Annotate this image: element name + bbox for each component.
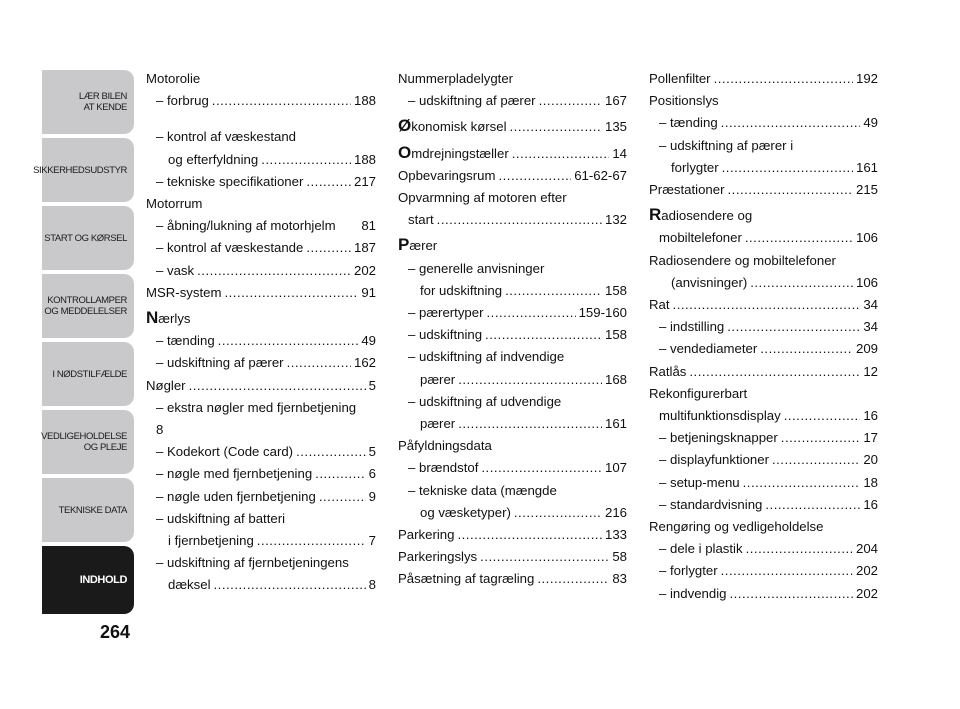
index-entry-text: Økonomisk kørsel	[398, 116, 507, 136]
leader-dots	[728, 179, 853, 201]
chapter-tab-4[interactable]: KONTROLLAMPER OG MEDDELELSER	[42, 274, 134, 338]
index-entry	[649, 90, 878, 112]
index-entry-text: Radiosendere og mobiltelefoner	[649, 252, 836, 268]
index-entry	[649, 449, 878, 471]
index-entry	[146, 149, 376, 171]
index-entry-text: – udskiftning af udvendige	[408, 393, 562, 409]
index-page-ref[interactable]: 167	[604, 93, 627, 109]
index-entry	[146, 126, 376, 148]
index-entry-text: (anvisninger)	[671, 274, 748, 290]
index-entry	[146, 282, 376, 304]
leader-dots	[722, 157, 853, 179]
chapter-tab-3[interactable]: START OG KØRSEL	[42, 206, 134, 270]
leader-dots	[485, 324, 602, 346]
index-entry-text: Nummerpladelygter	[398, 71, 514, 86]
index-entry-text: – dele i plastik	[659, 541, 743, 557]
index-entry	[649, 560, 878, 582]
index-entry-text: Parkeringslys	[398, 549, 478, 565]
index-entry	[398, 280, 627, 302]
index-entry	[398, 68, 627, 90]
index-entry-text: Omdrejningstæller	[398, 142, 509, 162]
index-page-ref[interactable]: 5	[368, 377, 376, 393]
index-entry-text: Parkering	[398, 527, 455, 543]
leader-dots	[743, 472, 861, 494]
index-entry-text: mobiltelefoner	[659, 230, 742, 246]
index-page-ref[interactable]: 16	[863, 408, 878, 424]
index-entry	[649, 157, 878, 179]
leader-dots	[760, 338, 853, 360]
index-page-ref[interactable]: 49	[361, 333, 376, 349]
index-column-2	[398, 68, 627, 591]
leader-dots	[319, 486, 366, 508]
index-entry	[398, 258, 627, 280]
index-entry	[146, 260, 376, 282]
leader-dots	[224, 282, 358, 304]
index-entry-text: – kontrol af væskestand	[156, 129, 297, 145]
chapter-tab-1[interactable]: LÆR BILEN AT KENDE	[42, 70, 134, 134]
index-entry	[649, 583, 878, 605]
leader-dots	[437, 209, 602, 231]
index-entry-text: Motorrum	[146, 196, 203, 212]
index-page-ref[interactable]: 34	[863, 297, 878, 313]
index-entry-text: Påfyldningsdata	[398, 438, 492, 454]
index-entry-text: forlygter	[671, 159, 719, 175]
index-entry	[146, 530, 376, 552]
leader-dots	[746, 538, 853, 560]
index-page-ref[interactable]: 14	[612, 145, 627, 161]
leader-dots	[315, 463, 366, 485]
leader-dots	[218, 330, 359, 352]
index-entry	[398, 369, 627, 391]
index-entry-text: – pærertyper	[408, 305, 484, 321]
index-entry	[146, 574, 376, 596]
index-column-1	[146, 68, 376, 597]
leader-dots	[539, 90, 602, 112]
index-entry	[649, 68, 878, 90]
index-page-ref[interactable]: 217	[353, 173, 376, 189]
index-entry	[649, 135, 878, 157]
leader-dots	[514, 502, 602, 524]
index-entry	[146, 441, 376, 463]
index-entry	[398, 413, 627, 435]
index-entry	[398, 568, 627, 590]
index-entry-text: – vendediameter	[659, 341, 758, 357]
index-page-ref[interactable]: 204	[855, 541, 878, 557]
index-entry-text: Opvarmning af motoren efter	[398, 190, 567, 206]
index-entry	[649, 316, 878, 338]
index-entry-text: Rekonfigurerbart	[649, 385, 748, 401]
index-entry-text: for udskiftning	[420, 282, 503, 298]
page-number: 264	[100, 622, 131, 642]
index-entry	[649, 361, 878, 383]
index-page-ref[interactable]: 9	[368, 488, 376, 504]
index-entry-text: i fjernbetjening	[168, 533, 254, 549]
leader-dots	[721, 560, 853, 582]
index-page-ref[interactable]: 216	[604, 504, 627, 520]
index-entry	[398, 480, 627, 502]
index-entry	[649, 427, 878, 449]
index-entry-text: – nøgle med fjernbetjening	[156, 466, 313, 482]
index-entry-text: Nøgler	[146, 377, 186, 393]
leader-dots	[257, 530, 366, 552]
index-entry	[649, 204, 878, 227]
chapter-tab-7[interactable]: TEKNISKE DATA	[42, 478, 134, 542]
chapter-tab-5[interactable]: I NØDSTILFÆLDE	[42, 342, 134, 406]
index-entry-text: Ratlås	[649, 363, 687, 379]
index-page-ref[interactable]: 209	[855, 341, 878, 357]
index-entry	[146, 215, 376, 237]
leader-dots	[214, 574, 366, 596]
index-entry-text: 8	[156, 422, 164, 438]
index-entry	[146, 307, 376, 330]
index-entry-text: pærer	[420, 416, 456, 432]
index-entry-text: – ekstra nøgler med fjernbetjening	[156, 399, 357, 415]
index-entry-text: – displayfunktioner	[659, 452, 769, 468]
leader-dots	[287, 352, 351, 374]
index-entry	[649, 494, 878, 516]
index-entry	[146, 193, 376, 215]
index-entry-text: – udskiftning af pærer	[408, 93, 536, 109]
leader-dots	[487, 302, 576, 324]
leader-dots	[261, 149, 351, 171]
index-entry-text: Påsætning af tagræling	[398, 571, 535, 587]
index-entry	[398, 346, 627, 368]
leader-dots	[212, 90, 351, 112]
index-entry	[398, 502, 627, 524]
index-entry-text: – åbning/lukning af motorhjelm	[156, 218, 336, 234]
index-entry	[649, 272, 878, 294]
index-entry-text: og væsketyper)	[420, 504, 511, 520]
index-page-ref[interactable]: 5	[368, 444, 376, 460]
leader-dots	[729, 583, 853, 605]
index-page-ref[interactable]: 133	[604, 527, 627, 543]
leader-dots	[481, 457, 602, 479]
leader-dots	[537, 568, 609, 590]
index-entry-text: – standardvisning	[659, 496, 763, 512]
index-entry	[649, 112, 878, 134]
index-entry-text: – nøgle uden fjernbetjening	[156, 488, 316, 504]
index-entry-text: – udskiftning af batteri	[156, 510, 286, 526]
index-page-ref[interactable]: 106	[855, 274, 878, 290]
leader-dots	[765, 494, 860, 516]
index-page-ref[interactable]: 16	[863, 496, 878, 512]
index-page-ref[interactable]: 17	[863, 430, 878, 446]
index-entry	[146, 237, 376, 259]
index-page-ref[interactable]: 6	[368, 466, 376, 482]
index-entry-text: Rat	[649, 297, 670, 313]
index-entry	[146, 90, 376, 112]
leader-dots	[457, 524, 602, 546]
index-entry-text: – generelle anvisninger	[408, 260, 545, 276]
index-page-ref[interactable]: 161	[855, 159, 878, 175]
index-entry	[649, 538, 878, 560]
index-page-ref[interactable]: 18	[863, 474, 878, 490]
index-page-ref[interactable]: 132	[604, 212, 627, 228]
leader-dots	[772, 449, 860, 471]
index-entry-text: – udskiftning	[408, 327, 483, 343]
leader-dots	[781, 427, 861, 449]
index-entry	[398, 115, 627, 138]
index-entry	[146, 352, 376, 374]
index-page-ref[interactable]: 202	[855, 563, 878, 579]
index-entry-text: – Kodekort (Code card)	[156, 444, 294, 460]
index-entry-text: – tænding	[659, 115, 718, 131]
index-page-ref[interactable]: 20	[863, 452, 878, 468]
index-entry-text: – tekniske specifikationer	[156, 173, 304, 189]
index-page-ref[interactable]: 159-160	[578, 305, 627, 321]
leader-dots	[673, 294, 861, 316]
leader-dots	[498, 165, 571, 187]
index-entry	[146, 486, 376, 508]
index-entry	[146, 375, 376, 397]
index-entry-text: Nærlys	[146, 308, 191, 328]
index-entry	[649, 179, 878, 201]
index-entry-text: Positionslys	[649, 93, 719, 109]
index-entry	[398, 524, 627, 546]
index-entry-text: – kontrol af væskestande	[156, 240, 304, 256]
leader-dots	[197, 260, 351, 282]
index-entry	[398, 435, 627, 457]
index-page-ref[interactable]: 202	[353, 262, 376, 278]
index-entry	[398, 142, 627, 165]
leader-dots	[189, 375, 366, 397]
leader-dots	[458, 369, 602, 391]
index-page-ref[interactable]: 215	[855, 182, 878, 198]
index-entry-text: – tekniske data (mængde	[408, 482, 557, 498]
index-entry-text: Radiosendere og	[649, 205, 753, 225]
leader-dots	[296, 441, 366, 463]
index-page-ref[interactable]: 187	[353, 240, 376, 256]
index-entry-text: – brændstof	[408, 460, 479, 476]
index-page-ref[interactable]: 135	[604, 119, 627, 135]
index-page-ref[interactable]: 83	[612, 571, 627, 587]
leader-dots	[750, 272, 853, 294]
index-page-ref[interactable]: 202	[855, 585, 878, 601]
index-page-ref[interactable]: 81	[361, 218, 376, 234]
leader-dots	[714, 68, 853, 90]
index-entry-text: Motorolie	[146, 71, 201, 86]
leader-dots	[306, 237, 351, 259]
leader-dots	[689, 361, 860, 383]
index-entry	[649, 227, 878, 249]
index-entry	[649, 383, 878, 405]
index-entry-text: Opbevaringsrum	[398, 167, 496, 183]
leader-dots	[512, 143, 610, 165]
index-entry	[649, 250, 878, 272]
leader-dots	[306, 171, 351, 193]
index-entry	[649, 472, 878, 494]
index-spacer	[146, 112, 376, 126]
leader-dots	[458, 413, 602, 435]
index-entry	[146, 419, 376, 441]
index-page-ref[interactable]: 7	[368, 533, 376, 549]
index-page-ref[interactable]: 162	[353, 355, 376, 371]
chapter-tab-8[interactable]: INDHOLD	[42, 546, 134, 614]
index-entry-text: – tænding	[156, 333, 215, 349]
index-entry-text: – indstilling	[659, 319, 725, 335]
leader-dots	[727, 316, 860, 338]
index-entry	[398, 324, 627, 346]
index-entry	[398, 90, 627, 112]
index-page-ref[interactable]: 107	[604, 460, 627, 476]
leader-dots	[510, 116, 602, 138]
index-entry-text: – forbrug	[156, 93, 209, 109]
leader-dots	[745, 227, 853, 249]
index-entry	[146, 330, 376, 352]
index-entry-text: – udskiftning af fjernbetjeningens	[156, 555, 349, 571]
index-entry	[398, 391, 627, 413]
index-page-ref[interactable]: 8	[368, 577, 376, 593]
leader-dots	[480, 546, 609, 568]
index-entry-text: Præstationer	[649, 182, 725, 198]
index-entry	[398, 165, 627, 187]
index-page-ref[interactable]: 188	[353, 93, 376, 109]
index-entry	[649, 294, 878, 316]
index-entry-text: MSR-system	[146, 284, 222, 300]
index-entry	[146, 171, 376, 193]
index-entry	[146, 552, 376, 574]
chapter-sidebar	[33, 70, 134, 618]
leader-dots	[784, 405, 861, 427]
index-page-ref[interactable]: 158	[604, 327, 627, 343]
index-entry	[398, 457, 627, 479]
index-page-ref[interactable]: 161	[604, 416, 627, 432]
index-entry-text: dæksel	[168, 577, 211, 593]
chapter-tab-2[interactable]: SIKKERHEDSUDSTYR	[42, 138, 134, 202]
index-entry-text: og efterfyldning	[168, 151, 259, 167]
index-page-ref[interactable]: 106	[855, 230, 878, 246]
index-entry	[398, 302, 627, 324]
index-entry-text: – betjeningsknapper	[659, 430, 778, 446]
index-entry-text: – vask	[156, 262, 195, 278]
index-page-ref[interactable]: 49	[863, 115, 878, 131]
index-entry-text: – setup-menu	[659, 474, 740, 490]
index-entry-text: start	[408, 212, 434, 228]
leader-dots	[505, 280, 602, 302]
index-page-ref[interactable]: 12	[863, 363, 878, 379]
index-entry	[146, 463, 376, 485]
index-entry-text: Rengøring og vedligeholdelse	[649, 519, 824, 535]
leader-dots	[721, 112, 861, 134]
index-entry-text: – udskiftning af pærer i	[659, 137, 794, 153]
index-page-ref[interactable]: 61-62-67	[574, 167, 627, 183]
index-entry-text: multifunktionsdisplay	[659, 408, 781, 424]
index-entry-text: pærer	[420, 371, 456, 387]
index-page-ref[interactable]: 34	[863, 319, 878, 335]
index-entry-text: Pærer	[398, 235, 438, 255]
index-entry	[146, 508, 376, 530]
index-page-ref[interactable]: 188	[353, 151, 376, 167]
index-page-ref[interactable]: 192	[855, 71, 878, 86]
index-entry	[398, 234, 627, 257]
index-entry	[649, 338, 878, 360]
index-entry	[146, 397, 376, 419]
index-entry-text: – forlygter	[659, 563, 718, 579]
index-entry-text: – udskiftning af indvendige	[408, 349, 565, 365]
index-entry	[398, 209, 627, 231]
index-entry-text: – indvendig	[659, 585, 727, 601]
index-page-ref[interactable]: 91	[361, 284, 376, 300]
index-entry	[649, 516, 878, 538]
index-page-ref[interactable]: 58	[612, 549, 627, 565]
index-entry	[398, 546, 627, 568]
index-entry	[649, 405, 878, 427]
index-entry-text: Pollenfilter	[649, 71, 711, 86]
index-entry	[398, 187, 627, 209]
index-page-ref[interactable]: 168	[604, 371, 627, 387]
index-entry	[146, 68, 376, 90]
index-entry-text: – udskiftning af pærer	[156, 355, 284, 371]
index-page-ref[interactable]: 158	[604, 282, 627, 298]
chapter-tab-6[interactable]: VEDLIGEHOLDELSE OG PLEJE	[42, 410, 134, 474]
index-column-3	[649, 68, 878, 605]
